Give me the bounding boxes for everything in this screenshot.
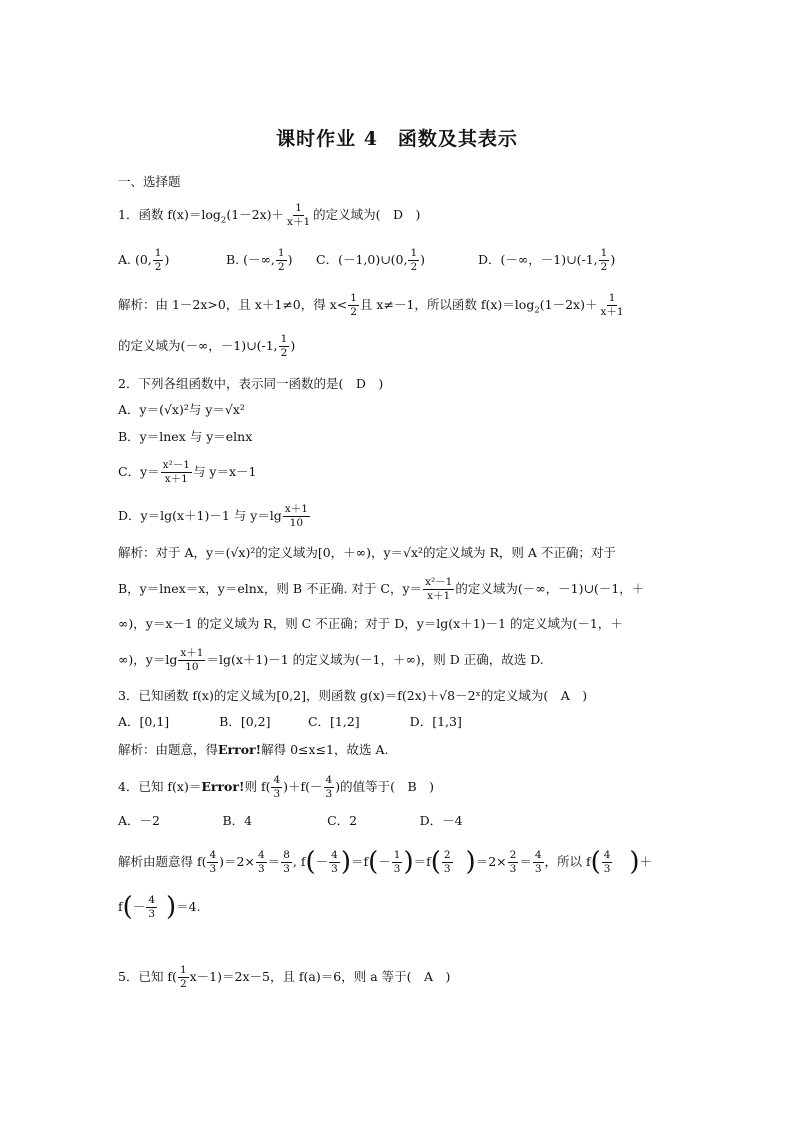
q2-stem: 2．下列各组函数中，表示同一函数的是( D ) — [118, 376, 384, 391]
q1-stem: 1．函数 $f(x)=\log_2(1-2x)+$ $\frac{1}{x+1}$ 的定义域为( D ) — [118, 202, 421, 229]
q4-solution: 解析由题意得 f( $\frac{4}{3}$ )＝2× $\frac{4}{3}$ ＝ $\frac{8}{3}$ , f(－ $\frac{4}{3}$ )＝f(－ $\frac{1}{3}$ )＝f( $\frac{2}{3}$ )＝2× $\frac{2}{3}$ ＝ $\frac{4}{3}$ ，所以 f( $\frac{4}{3}$ )＋ — [118, 847, 653, 878]
q2-option-c: C．y＝ $\frac{\text{x²－1}}{x+1}$ 与 y＝x－1 — [118, 459, 257, 486]
q2-solution-line4: ∞)，y＝lg $\frac{x+1}{10}$ ＝lg(x＋1)－1 的定义域为(－1，＋∞)，则 D 正确，故选 D. — [118, 647, 544, 674]
section-heading: 一、选择题 — [118, 174, 181, 189]
q1-solution-cont: 的定义域为(－∞，－1)∪(-1, $\frac{1}{2}$ ) — [118, 333, 296, 360]
q3-solution: 解析：由题意，得Error!解得 0≤x≤1，故选 A. — [118, 742, 389, 757]
q1-option-d: D．(－∞，－1)∪(-1, $\frac{1}{2}$ ) — [478, 247, 616, 274]
page-title: 课时作业 4 函数及其表示 — [276, 128, 518, 150]
q2-option-b: B．y＝lnex 与 y＝elnx — [118, 429, 253, 444]
q3-options: A．[0,1] B．[0,2] C．[1,2] D．[1,3] — [118, 714, 462, 729]
q1-option-a: A. (0, $\frac{1}{2}$ ) — [118, 247, 170, 274]
q3-stem: 3．已知函数 f(x)的定义域为[0,2]，则函数 g(x)＝f(2x)＋√8－2ˣ的定义域为( A ) — [118, 688, 588, 703]
q2-solution-line3: ∞)，y＝x－1 的定义域为 R，则 C 不正确；对于 D，y＝lg(x＋1)－1 的定义域为(－1，＋ — [118, 616, 623, 631]
q4-options: A．－2 B．4 C．2 D．－4 — [118, 813, 463, 828]
q2-solution-line1: 解析：对于 A，y＝(√x)²的定义域为[0，＋∞)，y＝√x²的定义域为 R，则 A 不正确；对于 — [118, 545, 616, 560]
q4-solution-cont: f(－ $\frac{4}{3}$ )＝4. — [118, 892, 201, 923]
q5-stem: 5．已知 f( $\frac{1}{2}$ x－1)＝2x－5，且 f(a)＝6，则 a 等于( A ) — [118, 964, 451, 991]
q2-solution-line2: B，y＝lnex＝x，y＝elnx，则 B 不正确. 对于 C，y＝ $\frac{\text{x²－1}}{x+1}$ 的定义域为(－∞，－1)∪(－1，＋ — [118, 576, 645, 603]
q4-stem: 4．已知 f(x)＝Error!则 f( $\frac{4}{3}$ )＋f(－ $\frac{4}{3}$ )的值等于( B ) — [118, 774, 435, 801]
q2-option-d: D．y＝lg(x＋1)－1 与 y＝lg $\frac{x+1}{10}$ — [118, 503, 308, 530]
q1-solution: 解析：由 1－2x>0，且 x＋1≠0，得 x< $\frac{1}{2}$ 且 x≠－1，所以函数 $f(x)=\log_2(1-2x)+$ $\frac{1}{x+1}$ — [118, 292, 624, 319]
q1-option-c: C．(－1,0)∪(0, $\frac{1}{2}$ ) — [316, 247, 426, 274]
q1-option-b: B. (－∞, $\frac{1}{2}$ ) — [226, 247, 293, 274]
q2-option-a: A．y＝(√x)²与 y＝√x² — [118, 402, 245, 417]
